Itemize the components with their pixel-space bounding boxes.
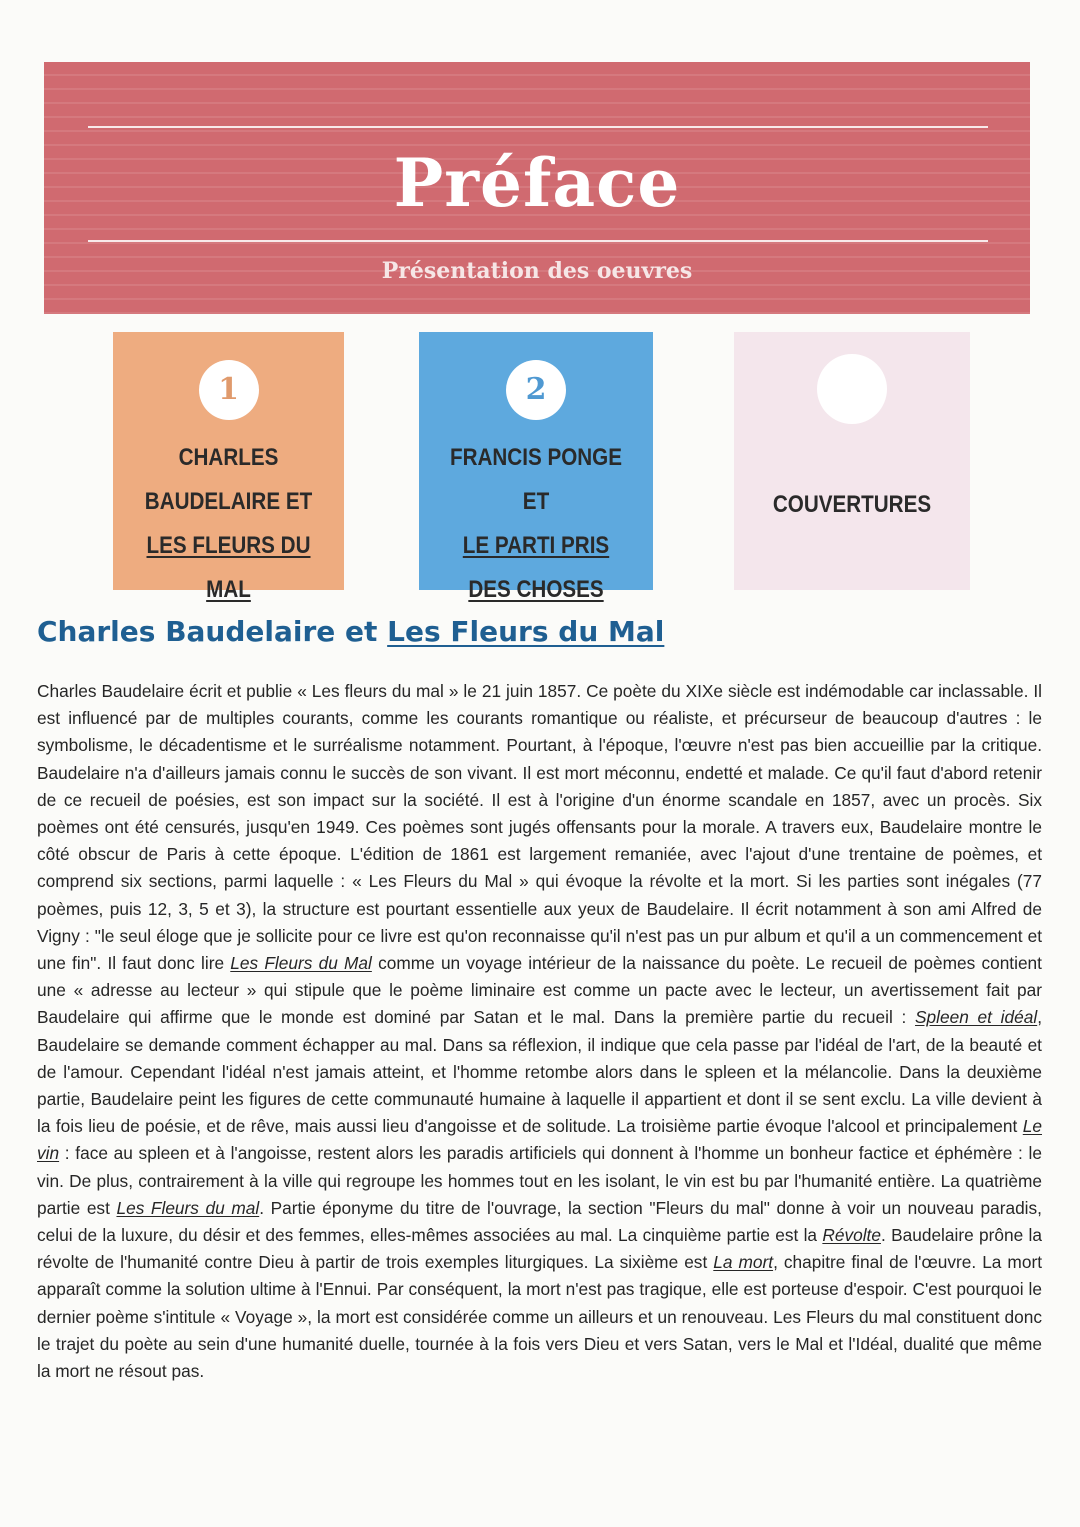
card-ponge[interactable] [419, 332, 653, 603]
card-number-badge: 2 [506, 360, 566, 420]
work-title: Les Fleurs du Mal [230, 953, 372, 974]
card-baudelaire[interactable] [113, 332, 344, 603]
banner-rule-top [88, 126, 988, 128]
work-title: Révolte [822, 1225, 881, 1246]
body-text: , chapitre final de l'œuvre. La mort apparaît comme la solution ultime à l'Ennui. Par conséquent, la mort n'est pas tragique, elle est porteuse d'espoir. C'est pourquoi le dernier poème s'intitule « Voyage », la mort est considérée comme un ailleurs et un renouveau. Les Fleurs du mal constituent donc le trajet du poète au sein d'une humanité duelle, tournée à la fois vers Dieu et vers Satan, vers le Mal et l'Idéal, dualité que même la mort ne résout pas. [37, 1252, 1042, 1382]
card-label-line: LE PARTI PRIS [462, 532, 610, 559]
body-text: Charles Baudelaire écrit et publie « Les fleurs du mal » le 21 juin 1857. Ce poète du XIXe siècle est indémodable car inclassable. Il est influencé par de multiples courants, comme les courants romantique ou réaliste, et précurseur de beaucoup d'autres : le symbolisme, le décadentisme et le surréalisme notamment. Pourtant, à l'époque, l'œuvre n'est pas bien accueillie par la critique. Baudelaire n'a d'ailleurs jamais connu le succès de son vivant. Il est mort méconnu, endetté et malade. Ce qu'il faut d'abord retenir de ce recueil de poésies, est son impact sur la société. Il est à l'origine d'un énorme scandale en 1857, avec un procès. Six poèmes ont été censurés, jusqu'en 1949. Ces poèmes sont jugés offensants pour la morale. A travers eux, Baudelaire montre le côté obscur de Paris à cette époque. L'édition de 1861 est largement remaniée, avec l'ajout d'une trentaine de poèmes, et comprend six sections, parmi laquelle : « Les Fleurs du Mal » qui évoque la révolte et la mort. Si les parties sont inégales (77 poèmes, puis 12, 3, 5 et 3), la structure est pourtant essentielle aux yeux de Baudelaire. Il écrit notamment à son ami Alfred de Vigny : "le seul éloge que je sollicite pour ce livre est qu'on reconnaisse qu'il n'est pas un pur album et qu'il a un commencement et une fin". Il faut donc lire [37, 681, 1042, 974]
section-heading [37, 615, 664, 648]
preface-banner [44, 62, 1030, 314]
page-title: Préface [393, 144, 681, 222]
body-text: : face au spleen et à l'angoisse, restent alors les paradis artificiels qui donnent à l'homme un bonheur factice et éphémère : le vin. De plus, contrairement à la ville qui regroupe les hommes tout en les isolant, le vin est bu par l'humanité entière. La quatrième partie est [37, 1143, 1042, 1218]
card-label-line: FRANCIS PONGE ET [449, 444, 622, 515]
work-title: Le vin [37, 1116, 1042, 1164]
card-couvertures[interactable] [734, 332, 970, 590]
banner-rule-bottom [88, 240, 988, 242]
heading-prefix: Charles Baudelaire et [37, 615, 378, 648]
card-label [129, 436, 328, 612]
body-text: . Baudelaire prône la révolte de l'humanité contre Dieu à partir de trois exemples liturgiques. La sixième est [37, 1225, 1042, 1273]
work-title: Spleen et idéal [915, 1007, 1038, 1028]
card-number-badge: 1 [199, 360, 259, 420]
work-title: Les Fleurs du mal [116, 1197, 260, 1218]
work-title: La mort [713, 1252, 774, 1273]
card-label-line: BAUDELAIRE ET [144, 488, 313, 515]
body-text: . Partie éponyme du titre de l'ouvrage, la section "Fleurs du mal" donne à voir un nouveau paradis, celui de la luxure, du désir et des femmes, elles-mêmes associées au mal. La cinquième partie est la [37, 1197, 1042, 1246]
body-text: , Baudelaire se demande comment échapper au mal. Dans sa réflexion, il indique que cela passe par l'idéal de l'art, de la beauté et de l'amour. Cependant l'idéal n'est jamais atteint, et l'homme retombe alors dans le spleen et la mélancolie. Dans la deuxième partie, Baudelaire peint les figures de cette communauté humaine à laquelle il appartient et dont il se sent exclu. La ville devient à la fois lieu de poésie, et de rêve, mais aussi lieu d'angoisse et de solitude. La troisième partie évoque l'alcool et principalement [37, 1007, 1042, 1137]
card-label-line: DES CHOSES [468, 576, 604, 603]
card-label-line: CHARLES [178, 444, 279, 471]
page-subtitle: Présentation des oeuvres [381, 258, 693, 284]
heading-title: Les Fleurs du Mal [387, 615, 665, 648]
card-label: COUVERTURES [772, 491, 932, 518]
card-label [435, 436, 636, 612]
body-text: comme un voyage intérieur de la naissance du poète. Le recueil de poèmes contient une « adresse au lecteur » qui stipule que le poème liminaire est comme un pacte avec le lecteur, un avertissement fait par Baudelaire qui affirme que le monde est dominé par Satan et le mal. Dans la première partie du recueil : [37, 953, 1042, 1028]
section-body [37, 678, 1042, 1385]
card-number-badge [817, 354, 887, 424]
card-label-line: LES FLEURS DU MAL [146, 532, 311, 603]
